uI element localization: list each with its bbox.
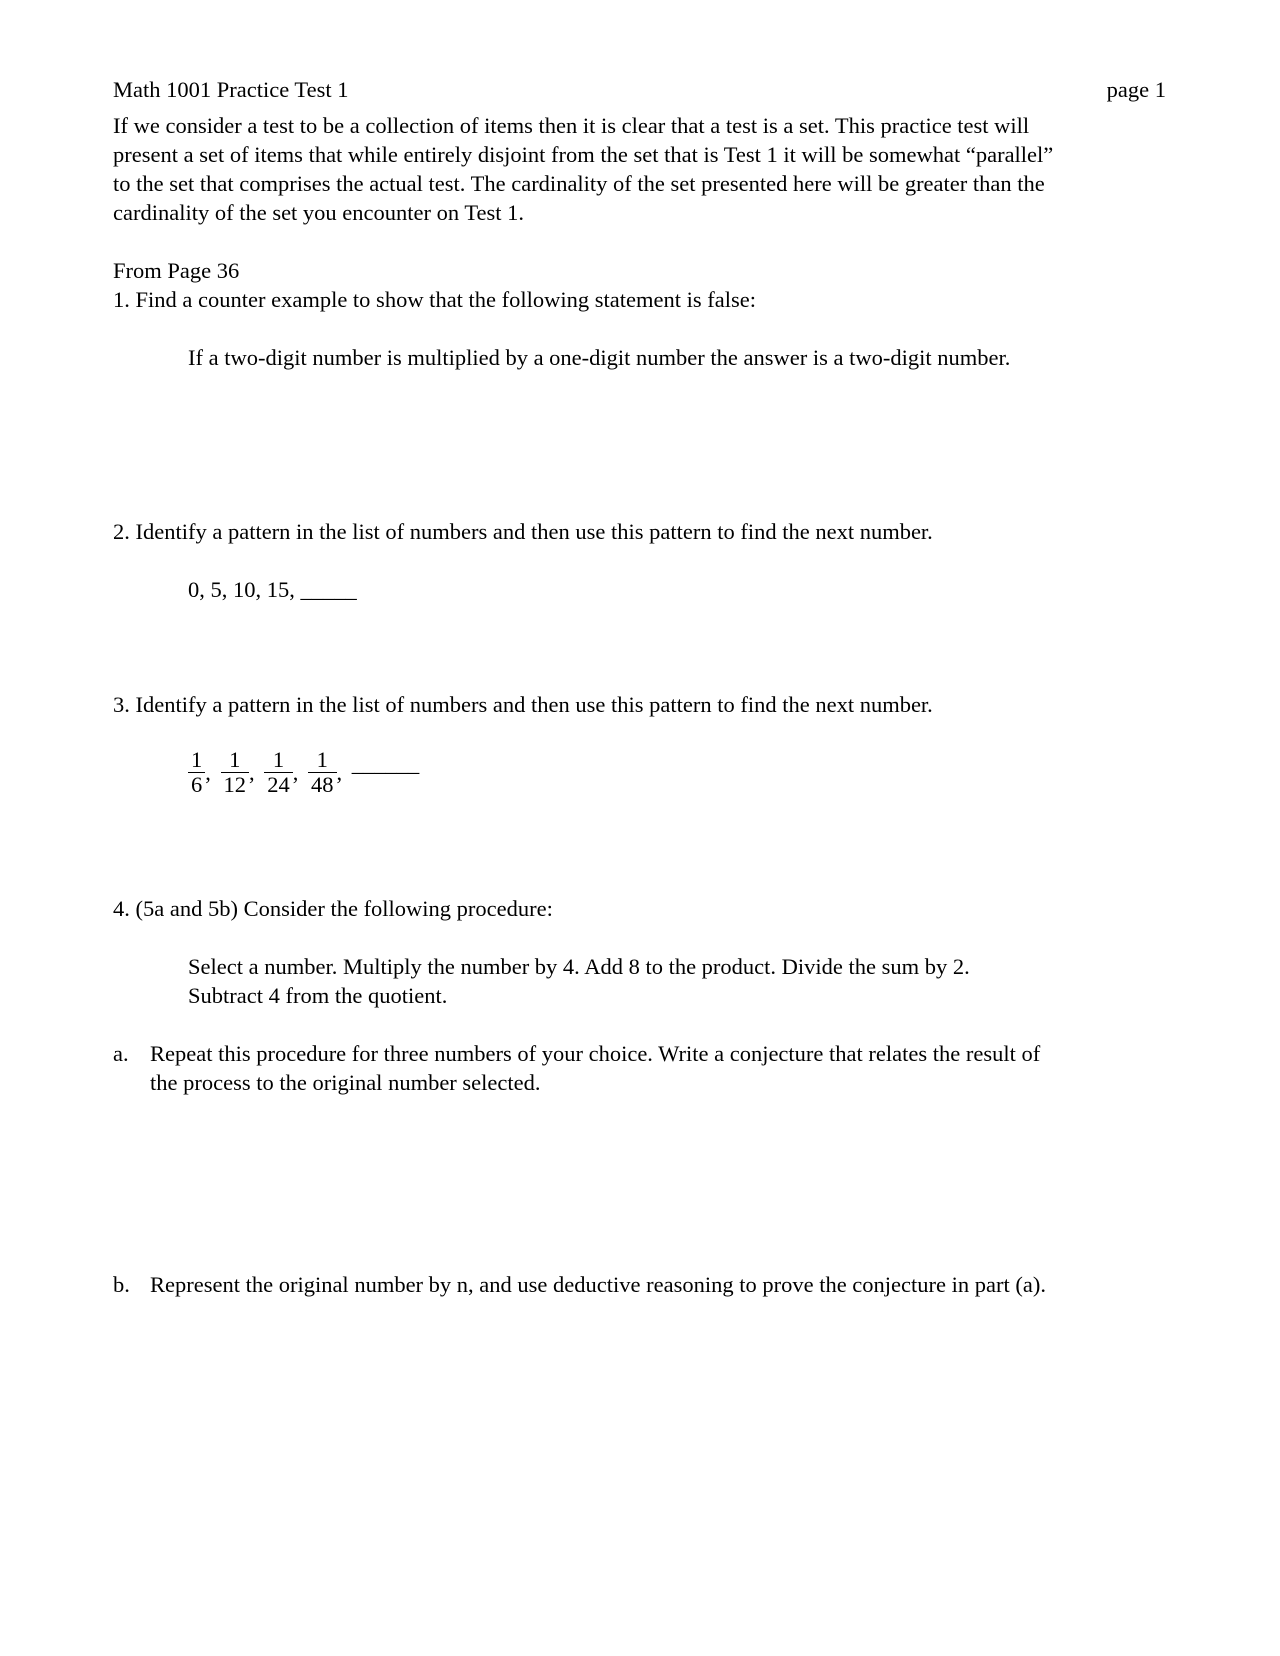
document-title: Math 1001 Practice Test 1: [113, 77, 349, 102]
denominator: 48: [311, 772, 334, 797]
numerator: 1: [264, 748, 293, 773]
separator: ,: [205, 759, 211, 785]
procedure-line: Subtract 4 from the quotient.: [188, 983, 448, 1008]
part-text: Represent the original number by n, and use deductive reasoning to prove the conjecture in part (a).: [150, 1272, 1046, 1297]
number-sequence: 0, 5, 10, 15, _____: [188, 577, 357, 602]
part-label: b.: [113, 1272, 130, 1297]
separator: ,: [336, 759, 343, 785]
procedure-line: Select a number. Multiply the number by 4. Add 8 to the product. Divide the sum by 2.: [188, 954, 970, 979]
answer-blank: ______: [351, 750, 420, 776]
separator: ,: [249, 759, 255, 785]
fraction: [188, 748, 205, 797]
denominator: 24: [267, 772, 290, 797]
intro-line: to the set that comprises the actual test. The cardinality of the set presented here will be greater than the: [113, 171, 1045, 196]
part-text: the process to the original number selected.: [150, 1070, 541, 1095]
question-statement: If a two-digit number is multiplied by a one-digit number the answer is a two-digit number.: [188, 345, 1011, 370]
numerator: 1: [221, 748, 250, 773]
question-prompt: 4. (5a and 5b) Consider the following procedure:: [113, 896, 553, 921]
fraction-sequence: [188, 748, 419, 797]
part-label: a.: [113, 1041, 129, 1066]
denominator: 12: [223, 772, 246, 797]
part-text: Repeat this procedure for three numbers of your choice. Write a conjecture that relates the result of: [150, 1041, 1041, 1066]
section-heading: From Page 36: [113, 258, 240, 283]
intro-line: cardinality of the set you encounter on Test 1.: [113, 200, 525, 225]
question-prompt: 2. Identify a pattern in the list of numbers and then use this pattern to find the next number.: [113, 519, 933, 544]
numerator: 1: [188, 748, 205, 773]
intro-line: present a set of items that while entirely disjoint from the set that is Test 1 it will be somewhat “parallel”: [113, 142, 1054, 167]
separator: ,: [292, 759, 299, 785]
question-prompt: 3. Identify a pattern in the list of numbers and then use this pattern to find the next number.: [113, 692, 933, 717]
page-number: page 1: [1106, 77, 1166, 102]
intro-line: If we consider a test to be a collection of items then it is clear that a test is a set. This practice test will: [113, 113, 1030, 138]
fraction: [221, 748, 250, 797]
fraction: [308, 748, 337, 797]
denominator: 6: [191, 772, 203, 797]
question-prompt: 1. Find a counter example to show that the following statement is false:: [113, 287, 756, 312]
fraction: [264, 748, 293, 797]
numerator: 1: [308, 748, 337, 773]
